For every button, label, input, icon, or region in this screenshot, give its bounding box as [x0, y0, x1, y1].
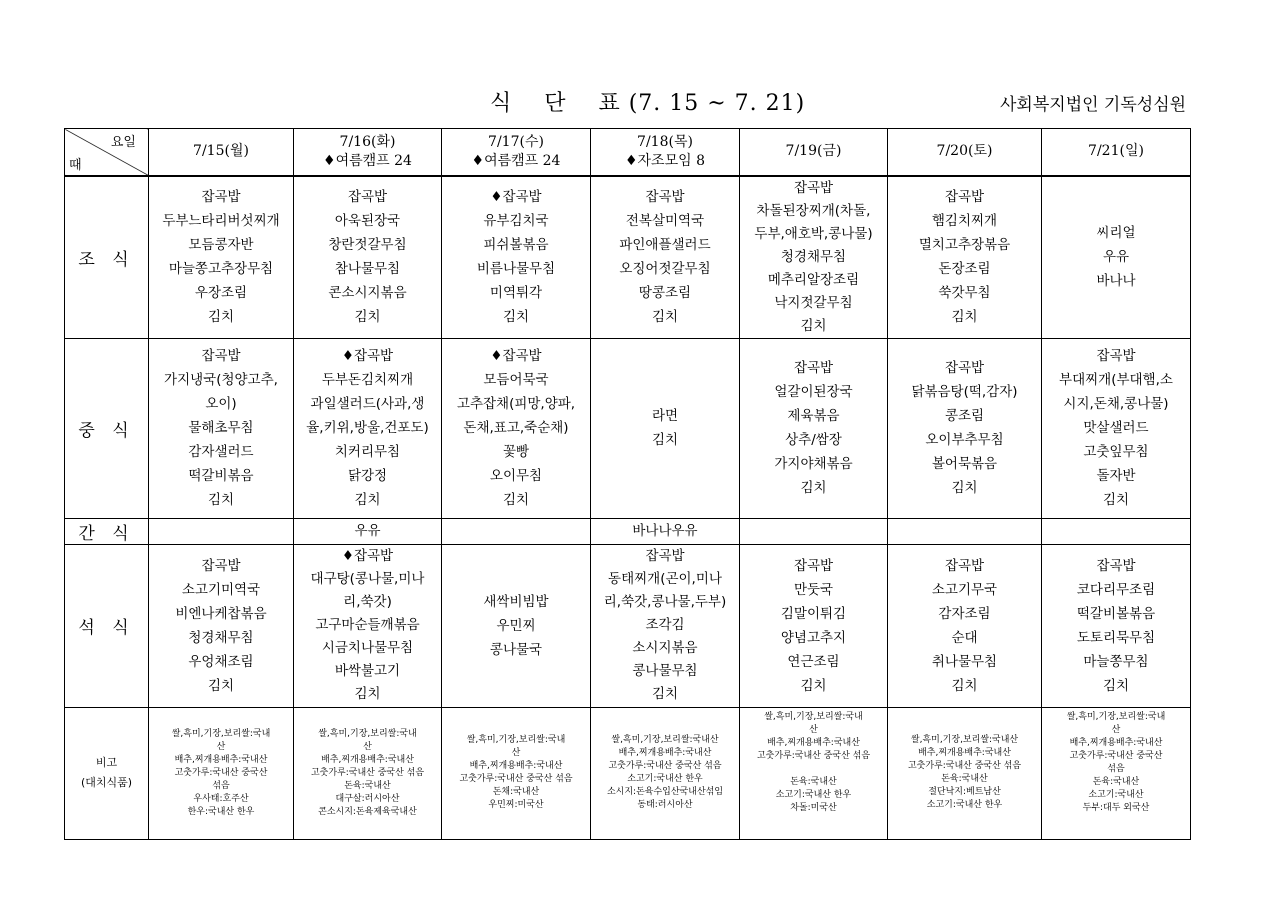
menu-item: ♦잡곡밥 — [341, 548, 394, 564]
menu-item: 만둣국 — [793, 581, 834, 598]
origin-note: 대구살:러시아산 — [335, 793, 400, 804]
origin-note: 돈채:국내산 — [492, 787, 540, 797]
day-header — [442, 129, 591, 176]
menu-item: 볼어묵볶음 — [931, 456, 998, 472]
menu-item: 유부김치국 — [483, 213, 549, 229]
menu-item: 참나물무침 — [334, 261, 401, 277]
menu-item: 오이부추무침 — [925, 432, 1004, 448]
snack-cell — [442, 518, 591, 544]
menu-item: 새싹비빔밥 — [483, 593, 549, 610]
menu-item: 고춧잎무침 — [1083, 444, 1149, 460]
menu-item: 김치 — [354, 309, 381, 325]
menu-item: 가지냉국(청양고추, — [164, 372, 278, 388]
dinner-cell — [294, 544, 442, 707]
menu-item: 김치 — [800, 317, 827, 334]
menu-item: 얼갈이된장국 — [774, 384, 853, 400]
origin-note: 돈육:국내산 — [344, 780, 391, 791]
menu-item: 피쉬볼볶음 — [483, 237, 549, 253]
notes-row — [65, 707, 1191, 839]
origin-note: 배추,찌개용배추:국내산 — [767, 737, 860, 748]
menu-item: 율,키위,방울,건포도) — [306, 420, 429, 436]
menu-item: 오이) — [205, 396, 237, 412]
menu-item: 조각김 — [645, 617, 685, 633]
origin-note: 소고기:국내산 한우 — [926, 800, 1003, 810]
menu-item: 미역튀각 — [489, 285, 543, 301]
menu-item: 차돌된장찌개(차돌, — [756, 202, 871, 219]
origin-note: 배추,찌개용배추:국내산 — [321, 754, 414, 765]
dinner-cell — [1042, 544, 1191, 707]
origin-note: 한우:국내산 한우 — [187, 806, 255, 817]
breakfast-cell — [740, 176, 888, 339]
menu-item: 김치 — [951, 480, 978, 496]
breakfast-label: 조 식 — [65, 176, 149, 339]
snack-cell — [149, 518, 294, 544]
menu-item: 상추/쌈장 — [785, 432, 842, 448]
origin-note: 우민찌:미국산 — [488, 800, 544, 810]
lunch-cell — [740, 338, 888, 518]
origin-note — [742, 763, 885, 776]
snack-label: 간 식 — [65, 518, 149, 544]
breakfast-cell — [294, 176, 442, 339]
menu-item: 소고기무국 — [931, 581, 998, 598]
menu-item: 오이무침 — [489, 468, 543, 484]
menu-item: 김치 — [651, 686, 679, 702]
day-event: ♦자조모임 8 — [624, 152, 705, 169]
breakfast-row — [65, 176, 1191, 339]
menu-item: 제육볶음 — [787, 408, 840, 424]
menu-item: 전복살미역국 — [625, 213, 705, 229]
menu-item: 김치 — [800, 480, 827, 496]
breakfast-cell — [888, 176, 1042, 339]
notes-label: 비고 (대치식품) — [65, 707, 149, 839]
snack-cell — [888, 518, 1042, 544]
menu-item: 마늘쫑무침 — [1083, 653, 1149, 670]
menu-item: 잡곡밥 — [944, 360, 985, 376]
menu-item: ♦잡곡밥 — [341, 348, 394, 364]
menu-item: 바싹불고기 — [334, 663, 401, 679]
notes-cell — [149, 707, 294, 839]
origin-note: 배추,찌개용배추:국내산 — [1069, 737, 1163, 748]
menu-item: 리,쑥갓) — [343, 594, 392, 610]
menu-item: 잡곡밥 — [645, 189, 685, 205]
menu-item: 파인애플샐러드 — [619, 237, 711, 253]
lunch-label: 중 식 — [65, 338, 149, 518]
menu-item: 청경채무침 — [188, 629, 254, 646]
origin-note: 소고기:국내산 한우 — [627, 774, 703, 784]
menu-item: 잡곡밥 — [793, 179, 834, 196]
menu-item: 김치 — [1102, 492, 1130, 508]
notes-cell — [442, 707, 591, 839]
menu-item: ♦잡곡밥 — [490, 189, 542, 205]
dinner-label: 석 식 — [65, 544, 149, 707]
origin-note: 고춧가루:국내산 중국산 — [174, 767, 268, 778]
menu-item: 김치 — [354, 686, 381, 702]
origin-note: 돈육:국내산 — [1092, 776, 1140, 787]
menu-item: 김치 — [951, 677, 978, 694]
menu-item: 김치 — [1102, 677, 1130, 694]
menu-item: 우유 — [1102, 249, 1130, 265]
menu-item: 김치 — [951, 309, 978, 325]
day-header — [740, 129, 888, 176]
origin-note: 고춧가루:국내산 중국산 섞음 — [756, 750, 871, 761]
day-header — [149, 129, 294, 176]
menu-item: 라면 — [651, 408, 679, 424]
notes-cell — [888, 707, 1042, 839]
snack-cell: 바나나우유 — [591, 518, 740, 544]
menu-item: 소고기미역국 — [181, 581, 261, 598]
day-date: 7/16(화) — [339, 133, 396, 150]
menu-item: 잡곡밥 — [347, 189, 388, 205]
menu-item: 김치 — [207, 309, 235, 325]
menu-item: 우엉채조림 — [188, 653, 254, 670]
corner-cell — [65, 129, 149, 176]
origin-note: 쌀,흑미,기장,보리쌀:국내 — [171, 728, 271, 739]
origin-note: 콘소시지:돈육제육국내산 — [318, 806, 417, 817]
menu-item: 씨리얼 — [1096, 225, 1136, 241]
menu-item: 과일샐러드(사과,생 — [310, 396, 425, 412]
menu-item: 아욱된장국 — [334, 213, 401, 229]
notes-cell — [740, 707, 888, 839]
dinner-cell — [149, 544, 294, 707]
menu-item: 잡곡밥 — [1096, 557, 1136, 574]
origin-note: 소고기:국내산 — [1088, 789, 1144, 800]
menu-item: 마늘쫑고추장무침 — [168, 261, 274, 277]
menu-item: 바나나 — [1096, 273, 1136, 289]
origin-note: 배추,찌개용배추:국내산 — [918, 748, 1011, 758]
snack-row — [65, 518, 1191, 544]
origin-note: 소시지:돈육수입산국내산섞임 — [606, 787, 724, 797]
day-event: ♦여름캠프 24 — [471, 152, 561, 169]
origin-note: 산 — [216, 741, 226, 752]
notes-cell — [294, 707, 442, 839]
origin-note: 산 — [511, 748, 521, 758]
menu-item: 잡곡밥 — [944, 189, 985, 205]
menu-item: 리,쑥갓,콩나물,두부) — [603, 594, 727, 610]
menu-item: 청경채무침 — [780, 248, 847, 265]
menu-item: 잡곡밥 — [645, 548, 685, 564]
menu-item: 김치 — [207, 677, 235, 694]
menu-item: 두부돈김치찌개 — [321, 372, 414, 388]
menu-item: 고구마순들깨볶음 — [315, 617, 420, 633]
origin-note: 고춧가루:국내산 중국산 섞음 — [608, 761, 722, 771]
weekday-axis-label: 요일 — [110, 135, 136, 150]
menu-item: 잡곡밥 — [201, 348, 241, 364]
menu-item: 멸치고추장볶음 — [918, 237, 1011, 253]
breakfast-cell — [1042, 176, 1191, 339]
lunch-cell — [442, 338, 591, 518]
menu-item: 잡곡밥 — [201, 189, 241, 205]
origin-note: 우사태:호주산 — [193, 793, 249, 804]
day-event: ♦여름캠프 24 — [323, 152, 412, 169]
origin-note: 두부:대두 외국산 — [1082, 802, 1150, 813]
origin-note: 쌀,흑미,기장,보리쌀:국내 — [1066, 711, 1166, 722]
menu-item: 김치 — [651, 309, 679, 325]
origin-note: 고춧가루:국내산 중국산 — [1069, 750, 1163, 761]
menu-item: 콩나물무침 — [632, 663, 698, 679]
menu-item: 순대 — [951, 629, 978, 646]
menu-item: 오징어젓갈무침 — [619, 261, 711, 277]
snack-cell: 우유 — [294, 518, 442, 544]
menu-item: 동태찌개(곤이,미나 — [608, 571, 722, 587]
menu-item: 두부느타리버섯찌개 — [162, 213, 280, 229]
menu-item: 가지야채볶음 — [774, 456, 853, 472]
menu-item: 시지,돈채,콩나물) — [1063, 396, 1169, 412]
menu-title: 식 단 표 (7. 15 ~ 7. 21) — [490, 91, 806, 116]
menu-item: 우장조림 — [194, 285, 248, 301]
origin-note: 쌀,흑미,기장,보리쌀:국내산 — [910, 735, 1019, 745]
breakfast-cell — [591, 176, 740, 339]
menu-item: 두부,애호박,콩나물) — [754, 225, 873, 242]
menu-item: 잡곡밥 — [201, 557, 241, 574]
menu-item: 돈장조림 — [938, 261, 991, 277]
menu-item: 코다리무조림 — [1076, 581, 1156, 598]
menu-item: ♦잡곡밥 — [490, 348, 542, 364]
menu-item: 고추잡채(피망,양파, — [456, 396, 576, 412]
dinner-cell — [888, 544, 1042, 707]
origin-note: 산 — [1111, 724, 1121, 735]
menu-item: 김치 — [502, 309, 530, 325]
menu-item: 대구탕(콩나물,미나 — [310, 571, 425, 587]
header-row — [65, 129, 1191, 176]
menu-item: 모듬어묵국 — [483, 372, 549, 388]
menu-item: 땅콩조림 — [638, 285, 692, 301]
origin-note: 산 — [363, 741, 372, 752]
menu-item: 취나물무침 — [931, 653, 998, 670]
day-date: 7/19(금) — [785, 143, 842, 160]
menu-item: 감자샐러드 — [188, 444, 254, 460]
menu-item: 잡곡밥 — [793, 557, 834, 574]
menu-item: 양념고추지 — [780, 629, 847, 646]
origin-note: 고춧가루:국내산 중국산 섞음 — [310, 767, 425, 778]
day-date: 7/17(수) — [488, 133, 544, 150]
menu-item: 콩나물국 — [489, 641, 543, 658]
dinner-row — [65, 544, 1191, 707]
menu-item: 모듬콩자반 — [188, 237, 254, 253]
snack-cell — [740, 518, 888, 544]
snack-cell — [1042, 518, 1191, 544]
menu-item: 콩조림 — [944, 408, 985, 424]
menu-item: 떡갈비볼볶음 — [1076, 605, 1156, 622]
lunch-cell — [888, 338, 1042, 518]
dinner-cell — [442, 544, 591, 707]
origin-note: 산 — [809, 724, 818, 735]
origin-note: 고춧가루:국내산 중국산 섞음 — [907, 761, 1022, 771]
menu-item: 김치 — [800, 677, 827, 694]
breakfast-cell — [149, 176, 294, 339]
origin-note: 돈육:국내산 — [941, 774, 988, 784]
origin-note: 쌀,흑미,기장,보리쌀:국내 — [318, 728, 417, 739]
menu-item: 콘소시지볶음 — [328, 285, 407, 301]
origin-note: 절단낙지:베트남산 — [928, 787, 1001, 797]
origin-note: 섞음 — [1107, 763, 1125, 774]
menu-item: 비엔나케찹볶음 — [175, 605, 267, 622]
organization-name: 사회복지법인 기독성심원 — [1000, 95, 1187, 115]
menu-item: 잡곡밥 — [1096, 348, 1136, 364]
menu-item: 김치 — [502, 492, 530, 508]
day-header — [294, 129, 442, 176]
meal-plan-table — [64, 128, 1191, 840]
menu-item: 돌자반 — [1096, 468, 1136, 484]
origin-note: 차돌:미국산 — [790, 802, 837, 813]
menu-item: 김치 — [354, 492, 381, 508]
lunch-cell — [591, 338, 740, 518]
menu-item: 돈채,표고,죽순채) — [463, 420, 569, 436]
menu-item: 떡갈비볶음 — [188, 468, 254, 484]
menu-item: 김치 — [207, 492, 235, 508]
menu-item: 도토리묵무침 — [1076, 629, 1156, 646]
menu-item: 햄김치찌개 — [931, 213, 998, 229]
meal-time-axis-label: 때 — [69, 157, 82, 173]
menu-item: 김치 — [651, 432, 679, 448]
lunch-row — [65, 338, 1191, 518]
menu-item: 물해초무침 — [188, 420, 254, 436]
menu-item: 우민찌 — [496, 617, 536, 634]
origin-note: 쌀,흑미,기장,보리쌀:국내 — [466, 735, 566, 745]
menu-item: 치커리무침 — [334, 444, 401, 460]
lunch-cell — [1042, 338, 1191, 518]
menu-item: 시금치나물무침 — [321, 640, 414, 656]
menu-item: 쑥갓무침 — [938, 285, 991, 301]
lunch-cell — [294, 338, 442, 518]
origin-note: 섞음 — [212, 780, 230, 791]
origin-note: 소고기:국내산 한우 — [775, 789, 852, 800]
day-date: 7/20(토) — [936, 143, 993, 160]
breakfast-cell — [442, 176, 591, 339]
menu-item: 감자조림 — [938, 605, 991, 622]
menu-item: 소시지볶음 — [632, 640, 698, 656]
day-date: 7/15(월) — [193, 143, 249, 160]
day-header — [1042, 129, 1191, 176]
day-date: 7/21(일) — [1088, 143, 1144, 160]
menu-item: 닭강정 — [347, 468, 388, 484]
origin-note: 배추,찌개용배추:국내산 — [618, 748, 712, 758]
lunch-cell — [149, 338, 294, 518]
day-date: 7/18(목) — [637, 133, 693, 150]
menu-item: 창란젓갈무침 — [328, 237, 407, 253]
origin-note: 돈육:국내산 — [790, 776, 837, 787]
menu-item: 잡곡밥 — [944, 557, 985, 574]
origin-note: 쌀,흑미,기장,보리쌀:국내 — [764, 711, 863, 722]
origin-note: 고춧가루:국내산 중국산 섞음 — [459, 774, 573, 784]
menu-item: 잡곡밥 — [793, 360, 834, 376]
day-header — [888, 129, 1042, 176]
dinner-cell — [591, 544, 740, 707]
origin-note: 동태:러시아산 — [637, 800, 693, 810]
menu-item: 연근조림 — [787, 653, 840, 670]
menu-item: 부대찌개(부대햄,소 — [1059, 372, 1173, 388]
menu-item: 비름나물무침 — [476, 261, 556, 277]
notes-cell — [1042, 707, 1191, 839]
menu-item: 김말이튀김 — [780, 605, 847, 622]
menu-item: 닭볶음탕(떡,감자) — [911, 384, 1018, 400]
menu-item: 꽃빵 — [502, 444, 530, 460]
day-header — [591, 129, 740, 176]
origin-note: 쌀,흑미,기장,보리쌀:국내산 — [611, 735, 719, 745]
menu-item: 메추리알장조림 — [767, 271, 860, 288]
menu-item: 맛살샐러드 — [1083, 420, 1149, 436]
origin-note: 배추,찌개용배추:국내산 — [469, 761, 563, 771]
notes-cell — [591, 707, 740, 839]
menu-item: 낙지젓갈무침 — [774, 294, 853, 311]
dinner-cell — [740, 544, 888, 707]
origin-note: 배추,찌개용배추:국내산 — [174, 754, 268, 765]
